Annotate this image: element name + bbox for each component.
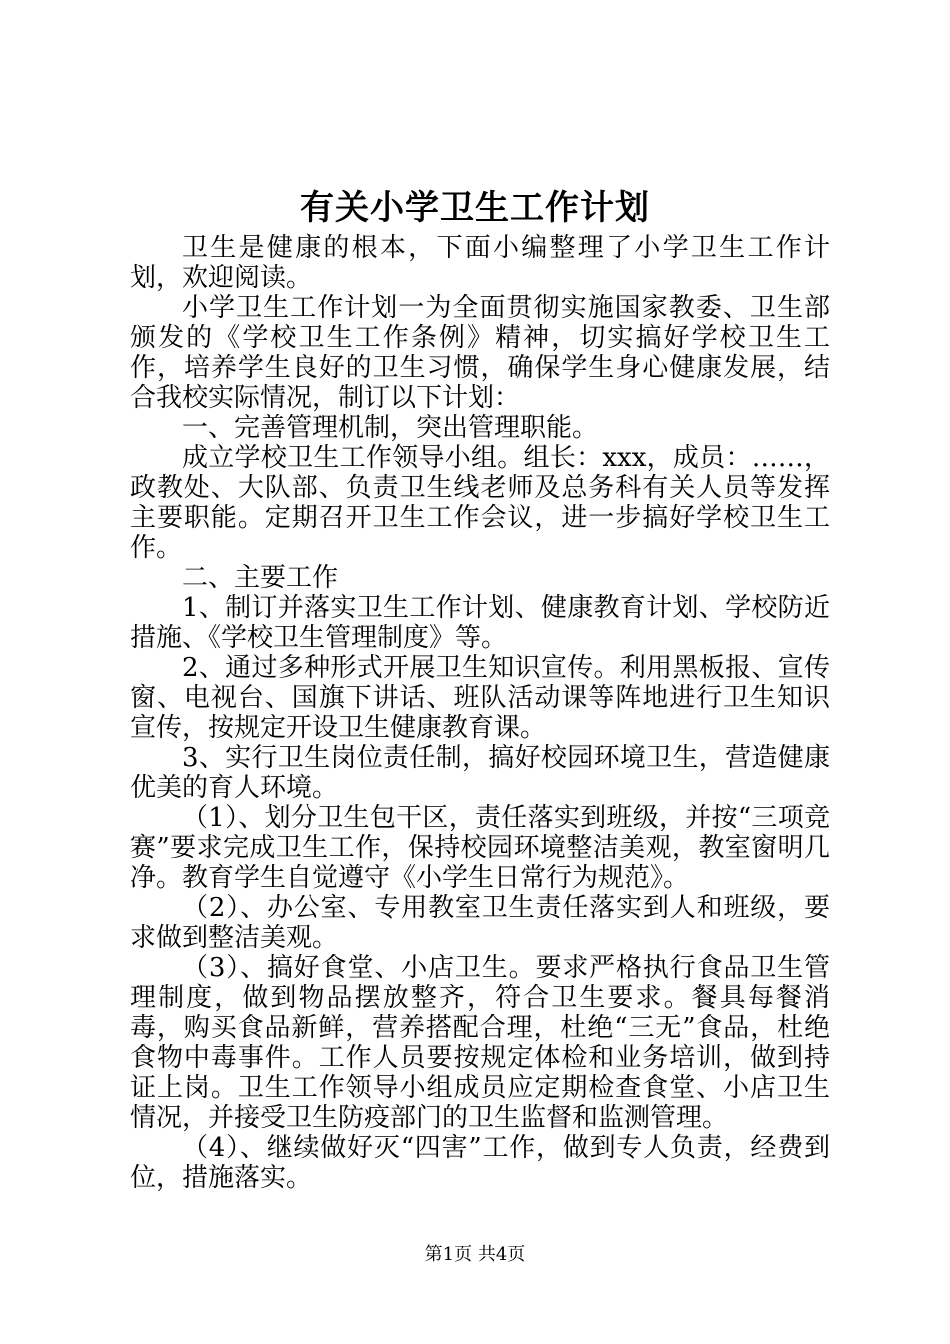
paragraph: 3、实行卫生岗位责任制，搞好校园环境卫生，营造健康优美的育人环境。 — [130, 743, 830, 803]
document-body — [130, 233, 830, 1193]
paragraph: 2、通过多种形式开展卫生知识宣传。利用黑板报、宣传窗、电视台、国旗下讲话、班队活动课等阵地进行卫生知识宣传，按规定开设卫生健康教育课。 — [130, 653, 830, 743]
paragraph: 一、完善管理机制，突出管理职能。 — [182, 413, 599, 443]
paragraph: （1）、划分卫生包干区，责任落实到班级，并按“三项竞赛”要求完成卫生工作，保持校园环境整洁美观，教室窗明几净。教育学生自觉遵守《小学生日常行为规范》。 — [130, 803, 830, 893]
paragraph: 小学卫生工作计划一为全面贯彻实施国家教委、卫生部颁发的《学校卫生工作条例》精神，切实搞好学校卫生工作，培养学生良好的卫生习惯，确保学生身心健康发展，结合我校实际情况，制订以下计划： — [130, 293, 830, 413]
paragraph: （2）、办公室、专用教室卫生责任落实到人和班级，要求做到整洁美观。 — [130, 893, 830, 953]
page-number: 第1页 共4页 — [424, 1244, 526, 1265]
paragraph: 成立学校卫生工作领导小组。组长：xxx，成员：……，政教处、大队部、负责卫生线老师及总务科有关人员等发挥主要职能。定期召开卫生工作会议，进一步搞好学校卫生工作。 — [130, 443, 830, 563]
document-title: 有关小学卫生工作计划 — [300, 188, 650, 228]
paragraph: （3）、搞好食堂、小店卫生。要求严格执行食品卫生管理制度，做到物品摆放整齐，符合卫生要求。餐具每餐消毒，购买食品新鲜，营养搭配合理，杜绝“三无”食品，杜绝食物中毒事件。工作人员要按规定体检和业务培训，做到持证上岗。卫生工作领导小组成员应定期检查食堂、小店卫生情况，并接受卫生防疫部门的卫生监督和监测管理。 — [130, 953, 830, 1133]
paragraph: 二、主要工作 — [182, 563, 339, 593]
paragraph: 卫生是健康的根本，下面小编整理了小学卫生工作计划，欢迎阅读。 — [130, 233, 830, 293]
paragraph: 1、制订并落实卫生工作计划、健康教育计划、学校防近措施、《学校卫生管理制度》等。 — [130, 593, 830, 653]
paragraph: （4）、继续做好灭“四害”工作，做到专人负责，经费到位，措施落实。 — [130, 1133, 830, 1193]
